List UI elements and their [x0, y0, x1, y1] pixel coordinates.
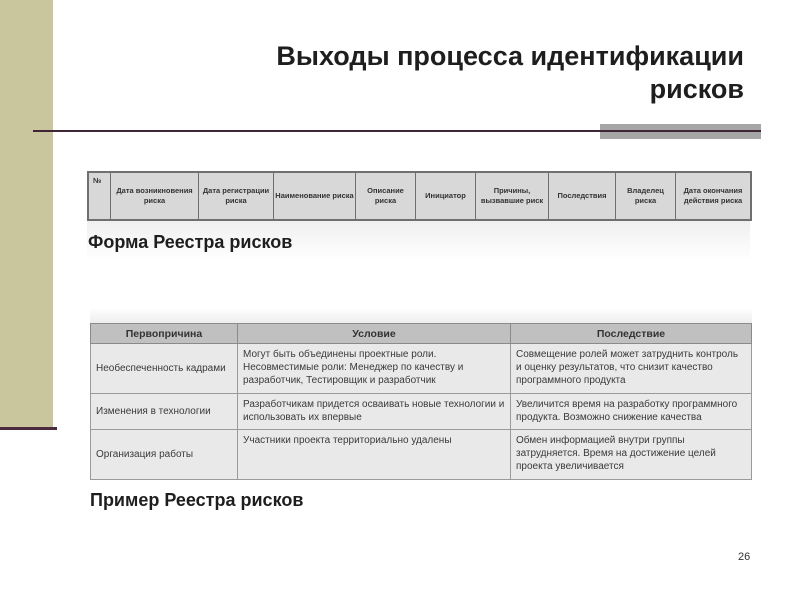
row-condition: Участники проекта территориально удалены: [238, 430, 511, 480]
form-col-consequences: Последствия: [549, 173, 616, 220]
table-row: [91, 344, 752, 394]
slide-title-line-2: рисков: [649, 74, 744, 104]
row-cause: Необеспеченность кадрами: [91, 344, 238, 394]
example-shadow: [90, 308, 752, 324]
form-col-causes: Причины, вызвавшие риск: [476, 173, 549, 220]
example-header-row: [91, 324, 752, 344]
example-header-cause: Первопричина: [91, 324, 238, 344]
title-divider: [33, 130, 761, 132]
row-consequence: Обмен информацией внутри группы затрудняется. Время на достижение целей проекта увеличивается: [511, 430, 752, 480]
register-form-caption: Форма Реестра рисков: [88, 232, 293, 252]
register-example-table: [90, 323, 752, 480]
table-row: [91, 393, 752, 429]
form-col-risk-description: Описание риска: [356, 173, 416, 220]
register-form-header-row: [89, 173, 751, 220]
register-form-table: [87, 171, 752, 221]
row-consequence: Увеличится время на разработку программного продукта. Возможно снижение качества: [511, 393, 752, 429]
example-header-condition: Условие: [238, 324, 511, 344]
slide-title-line-1: Выходы процесса идентификации: [276, 41, 744, 71]
register-example-caption: Пример Реестра рисков: [90, 490, 304, 510]
form-col-risk-owner: Владелец риска: [616, 173, 676, 220]
form-col-number: №: [89, 173, 111, 220]
form-col-risk-name: Наименование риска: [274, 173, 356, 220]
form-col-end-date: Дата окончания действия риска: [676, 173, 751, 220]
slide-title: [276, 40, 744, 106]
row-condition: Могут быть объединены проектные роли. Несовместимые роли: Менеджер по качеству и разработчик, Тестировщик и разработчик: [238, 344, 511, 394]
row-consequence: Совмещение ролей может затруднить контроль и оценку результатов, что снизит качество программного продукта: [511, 344, 752, 394]
table-row: [91, 430, 752, 480]
row-cause: Организация работы: [91, 430, 238, 480]
left-accent-underline: [0, 427, 57, 430]
row-cause: Изменения в технологии: [91, 393, 238, 429]
page-number: 26: [738, 551, 751, 563]
row-condition: Разработчикам придется осваивать новые технологии и использовать их впервые: [238, 393, 511, 429]
left-accent-bar: [0, 0, 53, 428]
form-col-registration-date: Дата регистрации риска: [199, 173, 274, 220]
example-header-consequence: Последствие: [511, 324, 752, 344]
form-col-occurrence-date: Дата возникновения риска: [111, 173, 199, 220]
form-col-initiator: Инициатор: [416, 173, 476, 220]
